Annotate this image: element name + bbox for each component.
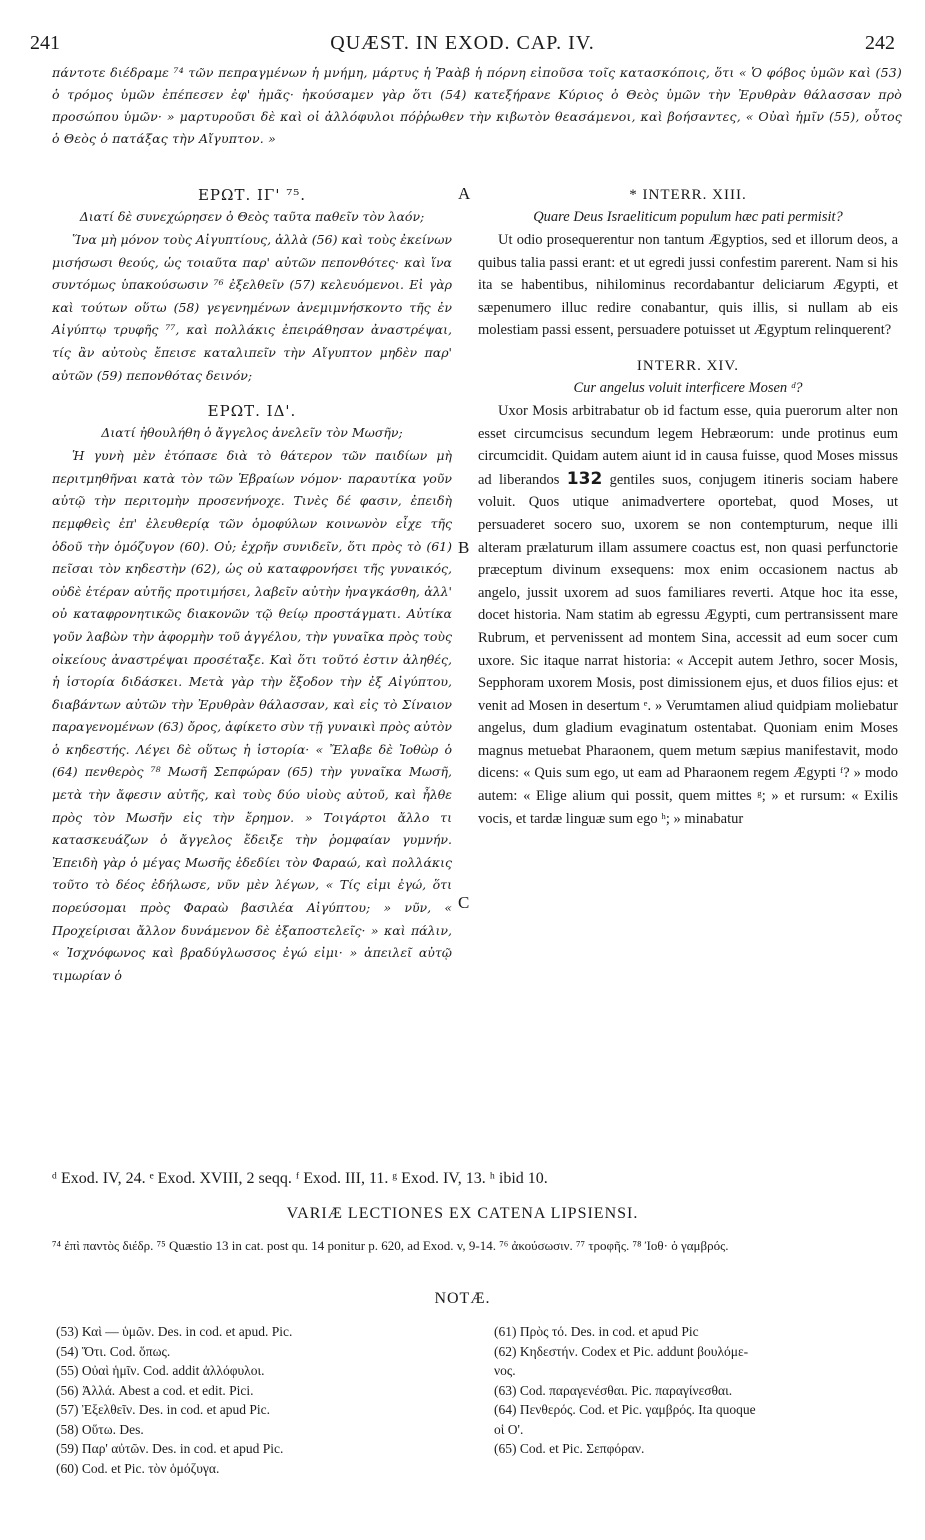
running-title: QUÆST. IN EXOD. CAP. IV. bbox=[330, 32, 595, 54]
greek-q14-question: Διατί ἠθουλήθη ὁ ἄγγελος ἀνελεῖν τὸν Μωσῆν; bbox=[101, 425, 403, 441]
variae-text: ⁷⁴ ἐπὶ παντὸς διέδρ. ⁷⁵ Quæstio 13 in cat. post qu. 14 ponitur p. 620, ad Exod. v, 9-14. ⁷⁶ ἀκούσωσιν. ⁷⁷ τροφῆς. ⁷⁸ Ἰοθ· ὁ γαμβρός. bbox=[52, 1238, 729, 1253]
note-item: (65) Cod. et Pic. Σεπφόραν. bbox=[494, 1441, 645, 1456]
page-number-left: 241 bbox=[30, 32, 60, 54]
latin-q13-answer: Ut odio prosequerentur non tantum Ægyptios, sed et illorum deos, a quibus talia passi erant: et ut egredi jussi confestim parerent. Nam si his ita se habentibus, nihilominus recordabantur deliciarum Ægypti, et sæpenumero illuc redire conabantur, quis illis, si nullam ab eis molestiam passi essent, persuadere potuisset ut Ægyptum relinquerent? bbox=[478, 232, 898, 339]
note-item: νος. bbox=[494, 1363, 516, 1378]
note-item: (58) Οὕτω. Des. bbox=[56, 1421, 144, 1437]
note-item: (54) Ὅτι. Cod. ὅπως. bbox=[56, 1343, 171, 1359]
latin-q14-answer bbox=[478, 400, 898, 830]
note-item: (63) Cod. παραγενέσθαι. Pic. παραγίνεσθαι. bbox=[494, 1382, 733, 1398]
margin-letter-a: A bbox=[458, 184, 471, 203]
column-number-bold: 132 bbox=[566, 468, 603, 489]
note-item: οἱ Ο'. bbox=[494, 1421, 524, 1437]
greek-q13-heading: ΕΡΩΤ. ΙΓ' ⁷⁵. bbox=[197, 186, 307, 204]
note-item: (56) Ἀλλά. Abest a cod. et edit. Pici. bbox=[56, 1382, 254, 1398]
latin-q13-question: Quare Deus Israeliticum populum hæc pati permisit? bbox=[533, 209, 843, 225]
margin-letter-c: C bbox=[458, 893, 470, 912]
scripture-footnotes: ᵈ Exod. IV, 24. ᵉ Exod. XVIII, 2 seqq. ᶠ Exod. III, 11. ᵍ Exod. IV, 13. ʰ ibid 10. bbox=[52, 1170, 548, 1187]
note-item: (61) Πρὸς τό. Des. in cod. et apud Pic bbox=[494, 1324, 699, 1339]
latin-q14-heading: INTERR. XIV. bbox=[636, 357, 740, 374]
latin-q14-text-a: Uxor Mosis arbitrabatur ob id factum esse, quia puerorum alter non esset circumcisus secundum legem Hebræorum: unde protinus eum circumcidit. Quidam autem aiunt id in causa fuisse, quod Moses missus ad liberandos bbox=[478, 402, 898, 488]
note-item: (59) Παρ' αὐτῶν. Des. in cod. et apud Pic. bbox=[56, 1441, 284, 1456]
margin-letter-b: B bbox=[458, 538, 470, 557]
greek-q14-answer: Ἡ γυνὴ μὲν ἐτόπασε διὰ τὸ θάτερον τῶν παιδίων μὴ περιτμηθῆναι κατὰ τὸν τῶν Ἑβραίων νόμον· παραυτίκα γοῦν αὐτῷ τὴν περιτομὴν προσενήνοχε. Τινὲς δέ φασιν, ἐπειδὴ πεμφθεὶς ἐπ' ἐλευθερίᾳ τῶν ὁμοφύλων κοινωνὸν εἶχε τῆς ὁδοῦ τὴν ὁμόζυγον (60). Οὐ; ἐχρῆν συνιδεῖν, ὅτι πρὸς τὸ (61) πεῖσαι τὸν κηδεστὴν (62), ὡς οὐ καταφρονήσει τῆς γυναικός, οὐδὲ ἑτέραν αὐτῆς προτιμήσει, λαβεῖν αὐτὴν ἠναγκάσθη, ἀλλ' οὐ καταφρονητικῶς διακονῶν τῷ θείῳ προστάγματι. Αὐτίκα γοῦν λαβὼν τὴν ἀφορμὴν τοῦ ἀγγέλου, τὴν γυναῖκα πρὸς τοὺς οἰκείους ἀναστρέψαι προσέταξε. Καὶ ὅτι τοῦτό ἐστιν ἀληθές, ἡ ἱστορία διδάσκει. Μετὰ γὰρ τὴν ἔξοδον τὴν ἐξ Αἰγύπτου, διαβάντων αὐτῶν τὴν Ἐρυθρὰν θάλασσαν, καὶ εἰς τὸ Σίναιον παραγενομένων (63) ὄρος, ἀφίκετο σὺν τῇ γυναικὶ πρὸς αὐτὸν ὁ κηδεστής. Λέγει δὲ οὕτως ἡ ἱστορία· « Ἔλαβε δὲ Ἰοθὼρ ὁ (64) πενθερὸς ⁷⁸ Μωσῆ Σεπφώραν (65) τὴν γυναῖκα Μωσῆ, μετὰ τὴν ἄφεσιν αὐτῆς, καὶ τοὺς δύο υἱοὺς αὐτοῦ, καὶ ἦλθε πρὸς τὸν Μωσῆν εἰς τὴν ἔρημον. » Τοιγάρτοι ἄλλο τι κατασκευάζων ὁ ἄγγελος ἔδειξε τὴν ῥομφαίαν γυμνήν. Ἐπειδὴ γὰρ ὁ μέγας Μωσῆς ἐδεδίει τὸν Φαραώ, καὶ πολλάκις τοῦτο τὸ δέος ἐδήλωσε, νῦν μὲν λέγων, « Τίς εἰμι ἐγώ, ὅτι πορεύσομαι πρὸς Φαραὼ βασιλέα Αἰγύπτου; » νῦν, « Προχείρισαι ἄλλον δυνάμενον δὲ ἐξαποστελεῖς· » καὶ πάλιν, « Ἰσχνόφωνος καὶ βραδύγλωσσος ἐγώ εἰμι· » ἀπειλεῖ αὐτῷ τιμωρίαν ὁ bbox=[52, 448, 452, 983]
greek-column bbox=[52, 183, 452, 987]
greek-q13-answer: Ἵνα μὴ μόνον τοὺς Αἰγυπτίους, ἀλλὰ (56) καὶ τοὺς ἐκείνων μισήσωσι θεούς, ὡς τοιαῦτα παρ' αὐτῶν πεπονθότες· καὶ ἵνα συντόμως ὑπακούσωσιν ⁷⁶ ἐξελθεῖν (57) κελευόμενοι. Εἰ γὰρ καὶ τούτων οὕτω (58) γεγενημένων ἀνεμιμνήσκοντο τῆς ἐν Αἰγύπτῳ τρυφῆς ⁷⁷, καὶ πολλάκις ἐπειράθησαν ἀναστρέψαι, τίς ἂν αὐτοὺς ἔπεισε καταλιπεῖν τὴν Αἴγυπτον μηδὲν παρ' αὐτῶν (59) πεπονθότας δεινόν; bbox=[52, 232, 452, 383]
latin-q14-text-b: gentiles suos, conjugem itineris sociam habere voluit. Quos utique animadvertere oportebat, quod Moses, ut persuaderet socero suo, uxorem se non contempturum, neque illi alteram prælaturum illam assumere coactus est, non quasi perfunctorie præceptum divinum exsequens: mox enim occasionem nactus ab angelo, jussit uxorem ad suos familiares reverti. Atque hoc ita esse, docet historia. Nam statim ab egressu Ægypti, cum pertransissent mare Rubrum, et pervenissent ad montem Sina, accessit ad eum socer cum uxore. Sic itaque narrat historia: « Accepit autem Jethro, socer Mosis, Sepphoram uxorem Mosis, post dimissionem ejus, et duos filios ejus: et venit ad Mosen in desertum ᵉ. » Verumtamen aliud quidpiam moliebatur angelus, dum gladium evaginatum ostentabat. Quoniam enim Moses magnus metuebat Pharaonem, quem metum sæpius manifestavit, modo dicens: « Quis sum ego, ut eam ad Pharaonem regem Ægypti ᶠ? » modo autem: « Elige alium qui possit, quem mittes ᵍ; » et rursum: « Exilis vocis, et tardæ linguæ sum ego ʰ; » minabatur bbox=[478, 471, 899, 827]
note-item: (64) Πενθερός. Cod. et Pic. γαμβρός. Ita quoque bbox=[494, 1402, 756, 1417]
latin-q13-heading: * INTERR. XIII. bbox=[629, 187, 747, 203]
greek-q14-heading: ΕΡΩΤ. ΙΔ'. bbox=[207, 402, 297, 421]
notes-left-column bbox=[56, 1322, 456, 1478]
note-item: (60) Cod. et Pic. τὸν ὁμόζυγα. bbox=[56, 1460, 220, 1476]
note-item: (62) Κηδεστήν. Codex et Pic. addunt βουλόμε- bbox=[494, 1343, 749, 1359]
greek-q13-question: Διατί δὲ συνεχώρησεν ὁ Θεὸς ταῦτα παθεῖν τὸν λαόν; bbox=[79, 209, 425, 224]
note-item: (57) Ἐξελθεῖν. Des. in cod. et apud Pic. bbox=[56, 1402, 271, 1417]
note-item: (55) Οὐαὶ ἡμῖν. Cod. addit ἀλλόφυλοι. bbox=[56, 1363, 265, 1378]
running-header bbox=[30, 32, 895, 58]
variae-heading: VARIÆ LECTIONES EX CATENA LIPSIENSI. bbox=[286, 1205, 639, 1222]
note-item: (53) Καὶ — ὑμῶν. Des. in cod. et apud. Pic. bbox=[56, 1324, 293, 1339]
page-number-right: 242 bbox=[865, 32, 895, 54]
notes-right-column bbox=[494, 1322, 894, 1459]
latin-q14-question: Cur angelus voluit interficere Mosen ᵈ? bbox=[573, 379, 803, 396]
intro-greek-text: πάντοτε διέδραμε ⁷⁴ τῶν πεπραγμένων ἡ μνήμη, μάρτυς ἡ Ῥαὰβ ἡ πόρνη εἰποῦσα τοῖς κατασκόποις, ὅτι « Ὁ φόβος ὑμῶν καὶ (53) ὁ τρόμος ὑμῶν ἐπέπεσεν ἐφ' ἡμᾶς· ἠκούσαμεν γὰρ ὅτι (54) κατεξήρανε Κύριος ὁ Θεὸς ὑμῶν τὴν Ἐρυθρὰν θάλασσαν πρὸ προσώπου ὑμῶν· » μαρτυροῦσι δὲ καὶ οἱ ἀλλόφυλοι πόῤῥωθεν τὴν κιβωτὸν θεασάμενοι, καὶ βοήσαντες, « Οὐαὶ ἡμῖν (55), οὗτος ὁ Θεὸς ὁ πατάξας τὴν Αἴγυπτον. » bbox=[52, 65, 902, 146]
notae-heading: NOTÆ. bbox=[434, 1290, 491, 1307]
latin-column bbox=[478, 183, 898, 830]
